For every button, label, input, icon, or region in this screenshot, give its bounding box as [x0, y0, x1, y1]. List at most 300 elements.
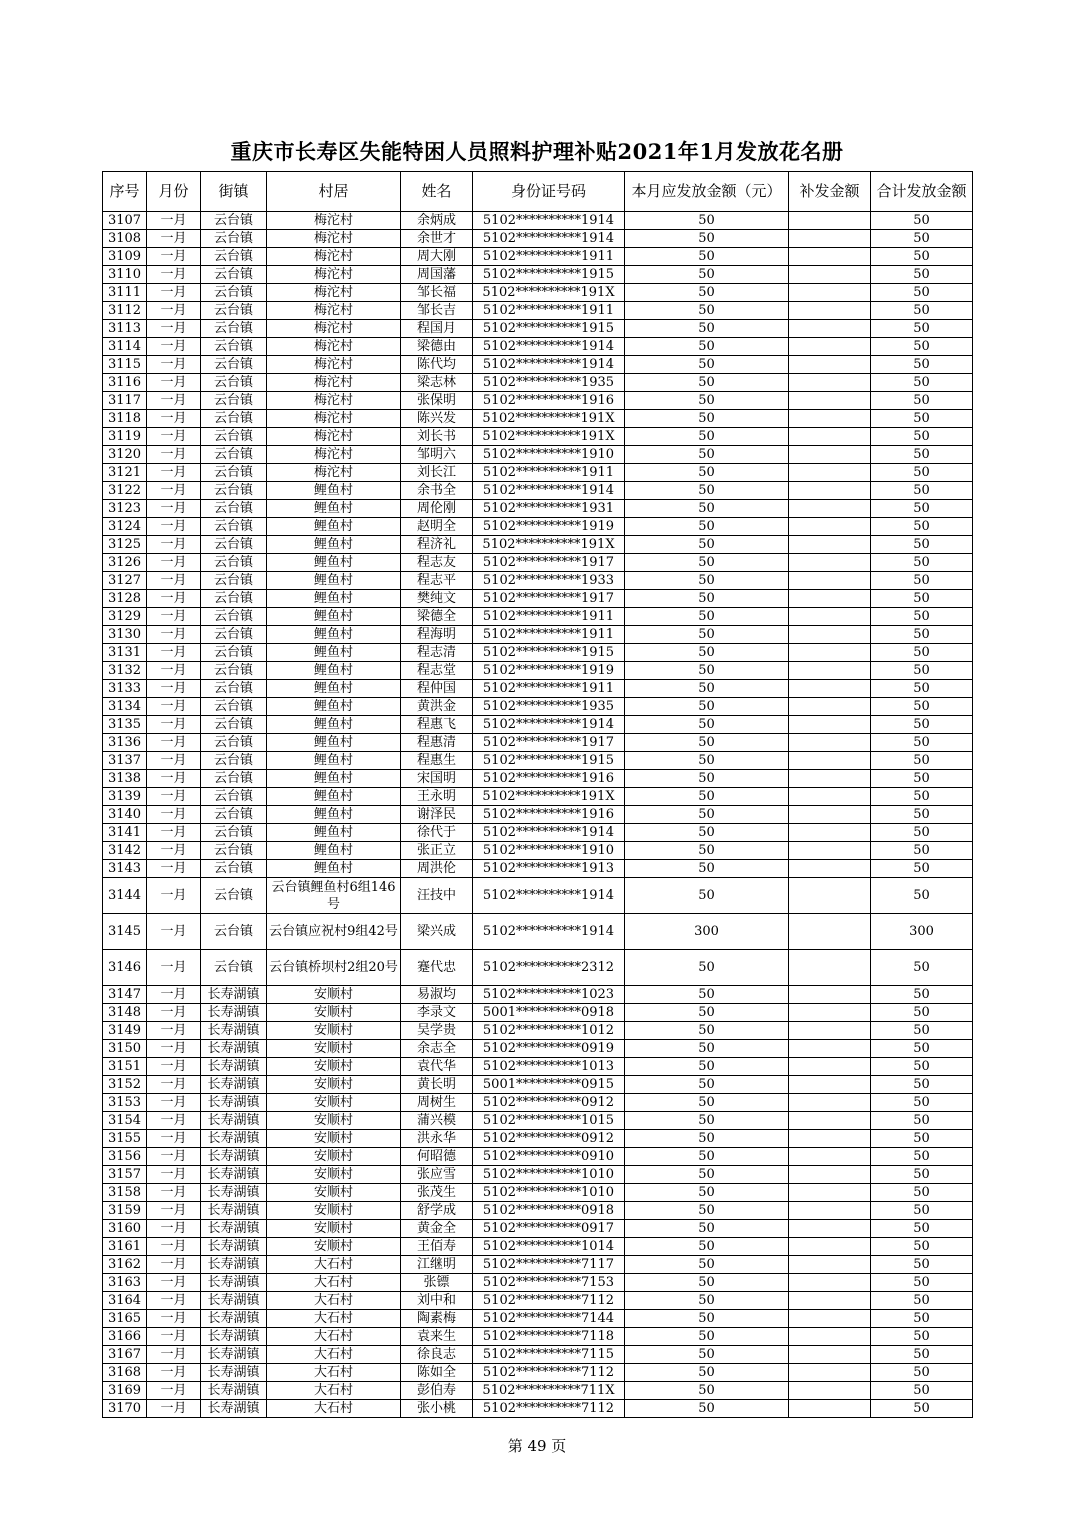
cell-town: 云台镇: [201, 842, 267, 860]
table-row: [103, 1382, 973, 1400]
cell-monthly-amount: 50: [625, 536, 789, 554]
cell-name: 袁代华: [401, 1058, 473, 1076]
cell-back-pay: [789, 356, 871, 374]
cell-index: 3167: [103, 1346, 147, 1364]
cell-id-number: 5102**********1911: [473, 302, 625, 320]
cell-id-number: 5102**********1935: [473, 698, 625, 716]
cell-name: 余志全: [401, 1040, 473, 1058]
col-header-index: 序号: [103, 172, 147, 212]
cell-month: 一月: [147, 374, 201, 392]
cell-id-number: 5102**********7112: [473, 1364, 625, 1382]
cell-total-amount: 50: [871, 878, 973, 914]
cell-name: 樊纯文: [401, 590, 473, 608]
cell-back-pay: [789, 1112, 871, 1130]
cell-back-pay: [789, 716, 871, 734]
cell-index: 3110: [103, 266, 147, 284]
cell-name: 周伦刚: [401, 500, 473, 518]
table-row: [103, 986, 973, 1004]
cell-total-amount: 50: [871, 1148, 973, 1166]
cell-id-number: 5102**********0912: [473, 1130, 625, 1148]
table-row: [103, 860, 973, 878]
cell-total-amount: 50: [871, 824, 973, 842]
cell-monthly-amount: 50: [625, 1022, 789, 1040]
cell-id-number: 5102**********1911: [473, 248, 625, 266]
cell-id-number: 5102**********1916: [473, 770, 625, 788]
cell-month: 一月: [147, 716, 201, 734]
cell-id-number: 5102**********1911: [473, 680, 625, 698]
cell-total-amount: 50: [871, 842, 973, 860]
cell-name: 程志堂: [401, 662, 473, 680]
cell-town: 长寿湖镇: [201, 1076, 267, 1094]
cell-back-pay: [789, 302, 871, 320]
cell-index: 3132: [103, 662, 147, 680]
cell-id-number: 5102**********1913: [473, 860, 625, 878]
cell-town: 云台镇: [201, 734, 267, 752]
cell-id-number: 5102**********7112: [473, 1292, 625, 1310]
cell-back-pay: [789, 1076, 871, 1094]
cell-month: 一月: [147, 1148, 201, 1166]
cell-name: 张镖: [401, 1274, 473, 1292]
cell-id-number: 5102**********1914: [473, 356, 625, 374]
cell-index: 3160: [103, 1220, 147, 1238]
header-row: [103, 172, 973, 212]
col-header-id-number: 身份证号码: [473, 172, 625, 212]
cell-name: 黄洪金: [401, 698, 473, 716]
cell-name: 刘中和: [401, 1292, 473, 1310]
cell-back-pay: [789, 518, 871, 536]
cell-back-pay: [789, 986, 871, 1004]
cell-town: 云台镇: [201, 554, 267, 572]
cell-back-pay: [789, 1274, 871, 1292]
cell-village: 安顺村: [267, 1112, 401, 1130]
cell-monthly-amount: 50: [625, 1274, 789, 1292]
cell-back-pay: [789, 212, 871, 230]
roster-body: [103, 212, 973, 1418]
cell-month: 一月: [147, 518, 201, 536]
cell-town: 云台镇: [201, 212, 267, 230]
cell-total-amount: 50: [871, 554, 973, 572]
table-row: [103, 1256, 973, 1274]
cell-total-amount: 50: [871, 410, 973, 428]
cell-town: 云台镇: [201, 518, 267, 536]
cell-total-amount: 50: [871, 464, 973, 482]
cell-monthly-amount: 50: [625, 482, 789, 500]
cell-monthly-amount: 50: [625, 284, 789, 302]
cell-total-amount: 50: [871, 770, 973, 788]
cell-village: 鲤鱼村: [267, 500, 401, 518]
cell-monthly-amount: 50: [625, 266, 789, 284]
cell-monthly-amount: 50: [625, 374, 789, 392]
cell-month: 一月: [147, 1076, 201, 1094]
cell-village: 鲤鱼村: [267, 590, 401, 608]
cell-monthly-amount: 50: [625, 302, 789, 320]
cell-index: 3145: [103, 914, 147, 950]
cell-name: 张保明: [401, 392, 473, 410]
cell-id-number: 5102**********1919: [473, 518, 625, 536]
table-row: [103, 1220, 973, 1238]
cell-index: 3149: [103, 1022, 147, 1040]
cell-total-amount: 50: [871, 1400, 973, 1418]
table-row: [103, 1022, 973, 1040]
table-row: [103, 950, 973, 986]
cell-month: 一月: [147, 1400, 201, 1418]
cell-village: 安顺村: [267, 1148, 401, 1166]
cell-monthly-amount: 50: [625, 590, 789, 608]
cell-index: 3139: [103, 788, 147, 806]
cell-total-amount: 50: [871, 1058, 973, 1076]
cell-month: 一月: [147, 230, 201, 248]
table-row: [103, 1364, 973, 1382]
col-header-month: 月份: [147, 172, 201, 212]
cell-town: 云台镇: [201, 536, 267, 554]
cell-month: 一月: [147, 320, 201, 338]
cell-total-amount: 50: [871, 1130, 973, 1148]
cell-village: 安顺村: [267, 986, 401, 1004]
cell-index: 3126: [103, 554, 147, 572]
cell-back-pay: [789, 752, 871, 770]
table-row: [103, 464, 973, 482]
cell-monthly-amount: 50: [625, 338, 789, 356]
cell-town: 云台镇: [201, 824, 267, 842]
cell-index: 3163: [103, 1274, 147, 1292]
cell-monthly-amount: 50: [625, 1382, 789, 1400]
cell-index: 3116: [103, 374, 147, 392]
cell-monthly-amount: 50: [625, 1202, 789, 1220]
cell-name: 张茂生: [401, 1184, 473, 1202]
cell-name: 洪永华: [401, 1130, 473, 1148]
cell-month: 一月: [147, 500, 201, 518]
cell-town: 云台镇: [201, 446, 267, 464]
cell-village: 鲤鱼村: [267, 734, 401, 752]
table-row: [103, 1130, 973, 1148]
table-row: [103, 482, 973, 500]
cell-village: 安顺村: [267, 1130, 401, 1148]
cell-total-amount: 50: [871, 1364, 973, 1382]
cell-total-amount: 50: [871, 806, 973, 824]
cell-village: 安顺村: [267, 1040, 401, 1058]
cell-back-pay: [789, 1292, 871, 1310]
cell-monthly-amount: 50: [625, 608, 789, 626]
cell-total-amount: 50: [871, 752, 973, 770]
cell-id-number: 5102**********711X: [473, 1382, 625, 1400]
cell-town: 长寿湖镇: [201, 1004, 267, 1022]
cell-id-number: 5102**********1915: [473, 752, 625, 770]
cell-town: 云台镇: [201, 410, 267, 428]
cell-town: 长寿湖镇: [201, 1202, 267, 1220]
cell-village: 梅沱村: [267, 464, 401, 482]
cell-monthly-amount: 50: [625, 860, 789, 878]
table-row: [103, 284, 973, 302]
cell-back-pay: [789, 1148, 871, 1166]
cell-name: 谢泽民: [401, 806, 473, 824]
cell-monthly-amount: 50: [625, 734, 789, 752]
cell-month: 一月: [147, 428, 201, 446]
cell-id-number: 5102**********1012: [473, 1022, 625, 1040]
cell-total-amount: 50: [871, 734, 973, 752]
cell-monthly-amount: 50: [625, 950, 789, 986]
table-row: [103, 1202, 973, 1220]
cell-monthly-amount: 50: [625, 518, 789, 536]
cell-back-pay: [789, 644, 871, 662]
cell-index: 3170: [103, 1400, 147, 1418]
cell-index: 3131: [103, 644, 147, 662]
table-row: [103, 1400, 973, 1418]
cell-total-amount: 50: [871, 500, 973, 518]
cell-monthly-amount: 50: [625, 644, 789, 662]
cell-monthly-amount: 50: [625, 1346, 789, 1364]
cell-index: 3137: [103, 752, 147, 770]
cell-name: 程惠生: [401, 752, 473, 770]
cell-month: 一月: [147, 1256, 201, 1274]
cell-town: 长寿湖镇: [201, 1148, 267, 1166]
cell-monthly-amount: 50: [625, 752, 789, 770]
cell-index: 3154: [103, 1112, 147, 1130]
cell-id-number: 5102**********1914: [473, 824, 625, 842]
cell-name: 易淑均: [401, 986, 473, 1004]
cell-month: 一月: [147, 698, 201, 716]
cell-village: 鲤鱼村: [267, 680, 401, 698]
cell-month: 一月: [147, 1040, 201, 1058]
cell-index: 3166: [103, 1328, 147, 1346]
cell-total-amount: 300: [871, 914, 973, 950]
cell-total-amount: 50: [871, 536, 973, 554]
cell-monthly-amount: 50: [625, 320, 789, 338]
cell-town: 云台镇: [201, 302, 267, 320]
cell-village: 安顺村: [267, 1004, 401, 1022]
cell-month: 一月: [147, 1184, 201, 1202]
cell-town: 云台镇: [201, 338, 267, 356]
cell-index: 3135: [103, 716, 147, 734]
cell-id-number: 5102**********1933: [473, 572, 625, 590]
table-row: [103, 878, 973, 914]
cell-name: 程惠飞: [401, 716, 473, 734]
cell-month: 一月: [147, 680, 201, 698]
cell-monthly-amount: 50: [625, 1292, 789, 1310]
cell-village: 云台镇鲤鱼村6组146号: [267, 878, 401, 914]
cell-index: 3150: [103, 1040, 147, 1058]
cell-index: 3114: [103, 338, 147, 356]
cell-town: 云台镇: [201, 950, 267, 986]
cell-town: 云台镇: [201, 374, 267, 392]
cell-name: 陈兴发: [401, 410, 473, 428]
table-row: [103, 302, 973, 320]
cell-month: 一月: [147, 1382, 201, 1400]
cell-name: 周树生: [401, 1094, 473, 1112]
cell-total-amount: 50: [871, 1184, 973, 1202]
cell-index: 3112: [103, 302, 147, 320]
cell-name: 徐代于: [401, 824, 473, 842]
cell-town: 云台镇: [201, 914, 267, 950]
cell-id-number: 5102**********0912: [473, 1094, 625, 1112]
cell-index: 3151: [103, 1058, 147, 1076]
cell-id-number: 5102**********1013: [473, 1058, 625, 1076]
cell-town: 长寿湖镇: [201, 1256, 267, 1274]
table-row: [103, 608, 973, 626]
cell-monthly-amount: 50: [625, 1148, 789, 1166]
cell-back-pay: [789, 1094, 871, 1112]
cell-monthly-amount: 50: [625, 1166, 789, 1184]
cell-name: 黄长明: [401, 1076, 473, 1094]
cell-back-pay: [789, 914, 871, 950]
cell-total-amount: 50: [871, 1256, 973, 1274]
cell-index: 3108: [103, 230, 147, 248]
cell-town: 云台镇: [201, 662, 267, 680]
cell-name: 余炳成: [401, 212, 473, 230]
cell-total-amount: 50: [871, 788, 973, 806]
cell-total-amount: 50: [871, 1040, 973, 1058]
cell-monthly-amount: 50: [625, 1238, 789, 1256]
cell-month: 一月: [147, 806, 201, 824]
cell-back-pay: [789, 662, 871, 680]
cell-town: 云台镇: [201, 716, 267, 734]
cell-month: 一月: [147, 950, 201, 986]
cell-id-number: 5102**********7112: [473, 1400, 625, 1418]
cell-back-pay: [789, 608, 871, 626]
cell-index: 3122: [103, 482, 147, 500]
cell-village: 安顺村: [267, 1184, 401, 1202]
cell-village: 鲤鱼村: [267, 644, 401, 662]
cell-monthly-amount: 50: [625, 410, 789, 428]
cell-index: 3124: [103, 518, 147, 536]
cell-index: 3164: [103, 1292, 147, 1310]
cell-town: 云台镇: [201, 500, 267, 518]
cell-index: 3128: [103, 590, 147, 608]
cell-back-pay: [789, 824, 871, 842]
cell-total-amount: 50: [871, 662, 973, 680]
cell-back-pay: [789, 266, 871, 284]
cell-name: 余书全: [401, 482, 473, 500]
cell-id-number: 5102**********7118: [473, 1328, 625, 1346]
cell-name: 江继明: [401, 1256, 473, 1274]
cell-month: 一月: [147, 1202, 201, 1220]
cell-village: 安顺村: [267, 1220, 401, 1238]
cell-name: 蹇代忠: [401, 950, 473, 986]
cell-back-pay: [789, 842, 871, 860]
cell-id-number: 5102**********191X: [473, 788, 625, 806]
cell-total-amount: 50: [871, 374, 973, 392]
cell-back-pay: [789, 1130, 871, 1148]
cell-month: 一月: [147, 1166, 201, 1184]
table-row: [103, 1040, 973, 1058]
cell-back-pay: [789, 1364, 871, 1382]
cell-index: 3111: [103, 284, 147, 302]
cell-back-pay: [789, 1382, 871, 1400]
cell-total-amount: 50: [871, 1310, 973, 1328]
cell-village: 梅沱村: [267, 212, 401, 230]
col-header-total-amount: 合计发放金额: [871, 172, 973, 212]
cell-town: 长寿湖镇: [201, 1040, 267, 1058]
cell-monthly-amount: 50: [625, 428, 789, 446]
table-row: [103, 716, 973, 734]
cell-month: 一月: [147, 1220, 201, 1238]
cell-back-pay: [789, 1310, 871, 1328]
table-row: [103, 680, 973, 698]
table-row: [103, 1310, 973, 1328]
cell-monthly-amount: 50: [625, 212, 789, 230]
page-title: 重庆市长寿区失能特困人员照料护理补贴2021年1月发放花名册: [230, 139, 844, 164]
cell-index: 3169: [103, 1382, 147, 1400]
cell-total-amount: 50: [871, 1022, 973, 1040]
cell-index: 3136: [103, 734, 147, 752]
cell-name: 王佰寿: [401, 1238, 473, 1256]
cell-id-number: 5102**********1010: [473, 1166, 625, 1184]
cell-monthly-amount: 50: [625, 446, 789, 464]
cell-month: 一月: [147, 878, 201, 914]
cell-back-pay: [789, 626, 871, 644]
cell-id-number: 5001**********0915: [473, 1076, 625, 1094]
cell-name: 梁志林: [401, 374, 473, 392]
cell-month: 一月: [147, 1238, 201, 1256]
cell-id-number: 5102**********191X: [473, 410, 625, 428]
cell-back-pay: [789, 1166, 871, 1184]
cell-id-number: 5102**********1911: [473, 626, 625, 644]
cell-total-amount: 50: [871, 1346, 973, 1364]
cell-month: 一月: [147, 662, 201, 680]
cell-back-pay: [789, 788, 871, 806]
cell-total-amount: 50: [871, 518, 973, 536]
cell-monthly-amount: 50: [625, 356, 789, 374]
cell-month: 一月: [147, 464, 201, 482]
cell-monthly-amount: 50: [625, 572, 789, 590]
cell-monthly-amount: 50: [625, 1328, 789, 1346]
cell-id-number: 5102**********1010: [473, 1184, 625, 1202]
cell-month: 一月: [147, 392, 201, 410]
cell-name: 袁来生: [401, 1328, 473, 1346]
cell-month: 一月: [147, 446, 201, 464]
cell-name: 赵明全: [401, 518, 473, 536]
cell-village: 安顺村: [267, 1058, 401, 1076]
cell-id-number: 5102**********1931: [473, 500, 625, 518]
table-row: [103, 374, 973, 392]
cell-monthly-amount: 50: [625, 464, 789, 482]
cell-monthly-amount: 50: [625, 1112, 789, 1130]
cell-id-number: 5102**********191X: [473, 536, 625, 554]
cell-total-amount: 50: [871, 338, 973, 356]
table-row: [103, 1238, 973, 1256]
cell-index: 3127: [103, 572, 147, 590]
cell-back-pay: [789, 860, 871, 878]
table-row: [103, 1076, 973, 1094]
cell-back-pay: [789, 806, 871, 824]
cell-back-pay: [789, 770, 871, 788]
cell-monthly-amount: 50: [625, 716, 789, 734]
cell-month: 一月: [147, 1058, 201, 1076]
cell-village: 鲤鱼村: [267, 626, 401, 644]
cell-id-number: 5102**********0917: [473, 1220, 625, 1238]
cell-month: 一月: [147, 1004, 201, 1022]
cell-id-number: 5102**********1911: [473, 608, 625, 626]
cell-village: 梅沱村: [267, 392, 401, 410]
cell-village: 云台镇应祝村9组42号: [267, 914, 401, 950]
cell-name: 宋国明: [401, 770, 473, 788]
cell-total-amount: 50: [871, 1202, 973, 1220]
cell-village: 鲤鱼村: [267, 572, 401, 590]
cell-month: 一月: [147, 1022, 201, 1040]
cell-month: 一月: [147, 1346, 201, 1364]
cell-village: 梅沱村: [267, 284, 401, 302]
cell-name: 张正立: [401, 842, 473, 860]
cell-id-number: 5102**********1916: [473, 392, 625, 410]
cell-town: 云台镇: [201, 320, 267, 338]
cell-id-number: 5102**********1915: [473, 644, 625, 662]
cell-village: 鲤鱼村: [267, 860, 401, 878]
cell-month: 一月: [147, 1292, 201, 1310]
cell-back-pay: [789, 338, 871, 356]
table-row: [103, 626, 973, 644]
cell-village: 鲤鱼村: [267, 770, 401, 788]
cell-back-pay: [789, 1256, 871, 1274]
cell-id-number: 5102**********1915: [473, 266, 625, 284]
